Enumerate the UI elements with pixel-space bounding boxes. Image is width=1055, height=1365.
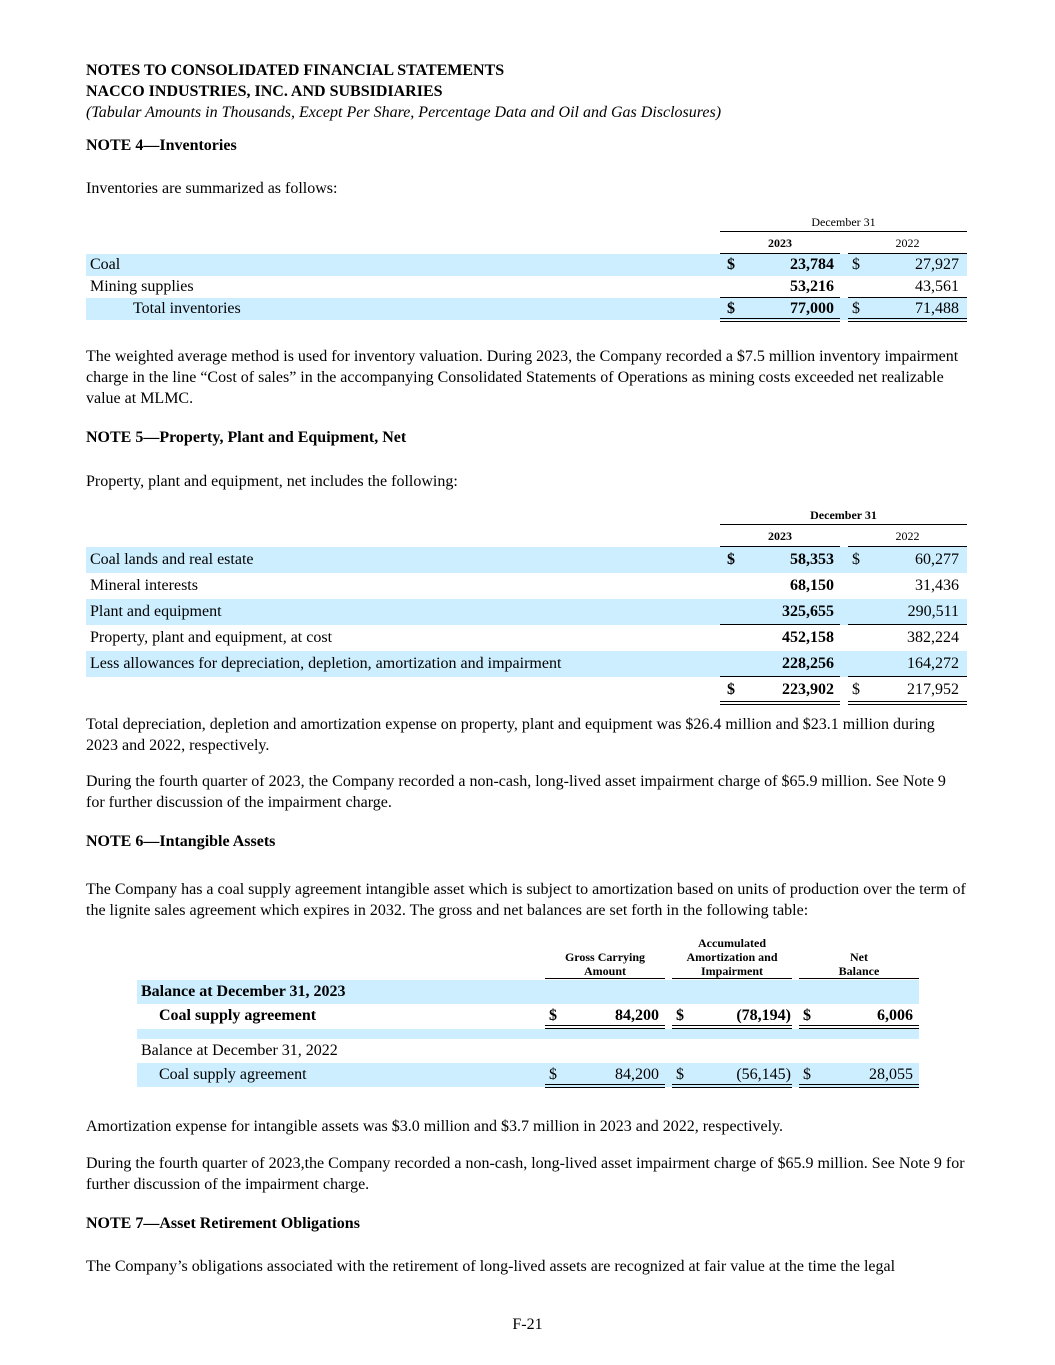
table-row: Mineral interests 68,150 31,436 [90,577,959,594]
note5-period: December 31 [810,508,877,522]
doc-header-title: NOTES TO CONSOLIDATED FINANCIAL STATEMENTS [86,62,505,79]
note5-paragraph-2: During the fourth quarter of 2023, the Company recorded a non-cash, long-lived asset impairment charge of $65.9 million. See Note 9 for further discussion of the impairment charge. [86,773,946,811]
table-row-total: $ 223,902 $ 217,952 [727,681,959,698]
spacer-row [137,1029,919,1039]
table-row: Mining supplies 53,216 43,561 [90,278,959,295]
note4-paragraph: The weighted average method is used for inventory valuation. During 2023, the Company recorded a $7.5 million inventory impairment charge in the line “Cost of sales” in the accompanying Consolidated Statements of Operations as mining costs exceeded net realizable value at MLMC. [86,348,959,407]
page-number: F-21 [512,1316,543,1333]
col-net-balance: Net Balance [838,950,880,978]
note4-period: December 31 [811,215,876,229]
table-row: Coal supply agreement $ 84,200 $ (78,194) $ 6,006 [159,1007,913,1024]
note6-paragraph-3: During the fourth quarter of 2023,the Company recorded a non-cash, long-lived asset impairment charge of $65.9 million. See Note 9 for further discussion of the impairment charge. [86,1155,965,1193]
table-row: Property, plant and equipment, at cost 452,158 382,224 [90,629,959,646]
section-row-2022: Balance at December 31, 2022 [141,1042,338,1059]
note5-title: NOTE 5—Property, Plant and Equipment, Net [86,429,407,446]
note4-intro: Inventories are summarized as follows: [86,180,338,197]
table-row: Less allowances for depreciation, depletion, amortization and impairment 228,256 164,272 [86,651,967,677]
note6-title: NOTE 6—Intangible Assets [86,833,276,850]
col-gross-carrying-amount: Gross Carrying Amount [564,950,646,978]
note5-paragraph-1: Total depreciation, depletion and amortization expense on property, plant and equipment was $26.4 million and $23.1 million during 2023 and 2022, respectively. [86,716,935,754]
doc-header-subtitle: (Tabular Amounts in Thousands, Except Per Share, Percentage Data and Oil and Gas Disclosures) [86,104,722,121]
table-row: Coal lands and real estate $ 58,353 $ 60,277 [86,547,967,573]
note4-col-2022: 2022 [895,236,920,250]
table-row: Plant and equipment 325,655 290,511 [86,599,967,625]
table-row: Coal supply agreement $ 84,200 $ (56,145) $ 28,055 [137,1063,919,1087]
note5-col-2022: 2022 [895,529,920,543]
note7-paragraph: The Company’s obligations associated with the retirement of long-lived assets are recognized at fair value at the time the legal [86,1258,896,1275]
note6-paragraph-2: Amortization expense for intangible assets was $3.0 million and $3.7 million in 2023 and 2022, respectively. [86,1118,784,1135]
note4-col-2023: 2023 [768,236,792,250]
note5-intro: Property, plant and equipment, net includes the following: [86,473,458,490]
table-row-total: Total inventories $ 77,000 $ 71,488 [86,298,967,320]
note7-title: NOTE 7—Asset Retirement Obligations [86,1215,360,1232]
section-row-2023: Balance at December 31, 2023 [137,980,919,1004]
col-accumulated-amortization: Accumulated Amortization and Impairment [686,936,778,978]
note5-col-2023: 2023 [768,529,792,543]
doc-header-company: NACCO INDUSTRIES, INC. AND SUBSIDIARIES [86,83,443,100]
note4-title: NOTE 4—Inventories [86,137,237,154]
note6-paragraph-1: The Company has a coal supply agreement intangible asset which is subject to amortization based on units of production over the term of the lignite sales agreement which expires in 2032. The gross and net balances are set forth in the following table: [86,881,966,919]
table-row: Coal $ 23,784 $ 27,927 [86,254,967,276]
